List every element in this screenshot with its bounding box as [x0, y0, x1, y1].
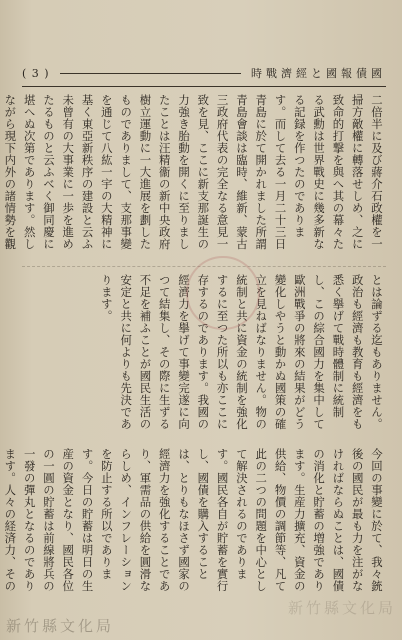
page-header: [22, 62, 386, 84]
running-title: 國債報國と經濟戰時: [251, 67, 386, 80]
library-seal-stamp: [186, 256, 260, 330]
text-block-upper: [3, 94, 386, 258]
watermark-left: 新竹縣文化局: [6, 617, 115, 635]
text-block-lower: [3, 448, 386, 598]
paragraph-lower: 今回の事變に於て、我々銃後の國民が最も力を注がなければならぬことは、國債の消化と貯蓄の増強であります。生産力擴充、資金の供給、物價の調節等、凡て此の二つの問題を中心として解決されるのであります。國民各自が貯蓄を實行し、國債を購入することは、とりもなほさず國家の經濟力を強化することであり、軍需品の供給を圓滑ならしめ、インフレーションを防止する所以であります。今日の貯蓄は明日の生産の資金となり、國民各位の一圓の貯蓄は前線將兵の一發の彈丸となるのであります。人々の経済力、その: [3, 448, 384, 592]
watermark-right: 新竹縣文化局: [287, 599, 396, 617]
header-underline: [22, 86, 386, 87]
page-number: ( 3 ): [22, 66, 50, 80]
header-rule: [60, 73, 241, 74]
paragraph-upper: 二倍半に及び蔣介石政權を一掃方敵權に轉落せしめ、之に致命的打撃を與へ其の幕々たる武勳は世界戰史に幾多新なる記録を作つたのであります。而して去る一月二十三日青島に於て開かれました所謂青島會談は臨時、維新、蒙古三政府代表の完全なる意見一致を見、ここに新支那誕生の力強き胎動を開くに至りましたことは汪精衞の新中央政府樹立運動に一大進展を劃したものでありまして、支那事變を通じて八紘一宇の大精神に基く東亞新秩序の建設と云ふ未曾有の大事業に一歩を進めたるものと云ふべく御同慶に堪へぬ次第であります。然しながら現下内外の諸情勢を觀: [3, 94, 384, 250]
paragraph-middle: とは論ずる迄もありません。政治も經濟も教育も經濟をも悉く擧げて戰時體制に統制し、この綜合國力を集中して歐洲戰爭の將來の結果がどう變化しやうと動かぬ國策の確立を見ねばなりません。物の統制と共に資金の統制を強化するに至つた所以も亦ここに存するのであります。我國の經濟力を擧げて事變完遂に向つて結集し、その際に生ずる不足を補ふことが國民生活の安定と共に何よりも先決であります。: [99, 274, 384, 430]
